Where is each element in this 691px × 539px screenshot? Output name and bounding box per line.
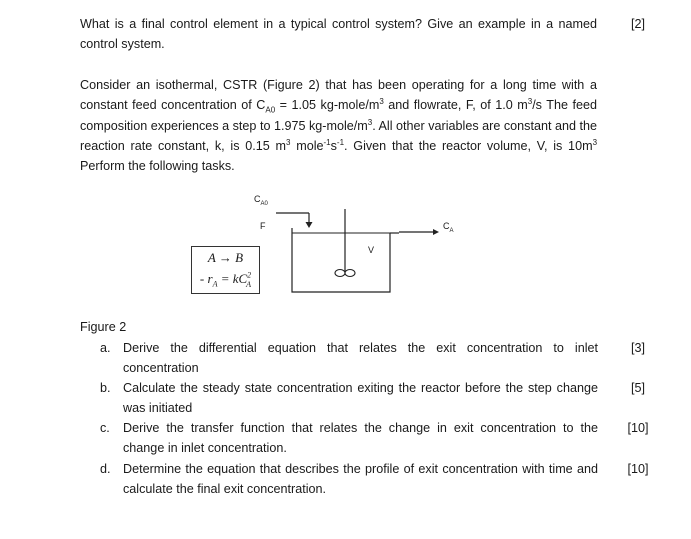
inlet-arrowhead: [306, 222, 313, 228]
task-label: b.: [100, 381, 111, 395]
impeller-left: [335, 270, 345, 277]
figure-caption: Figure 2: [80, 320, 127, 334]
task-item: [100, 418, 598, 459]
task-item: [100, 459, 598, 500]
reactor-tank: [292, 228, 390, 292]
task-item: [100, 338, 598, 379]
task-text: Calculate the steady state concentration exiting the reactor before the step change was initiated: [123, 381, 598, 416]
volume-label: V: [368, 245, 375, 255]
task-item: [100, 378, 598, 419]
flow-label: F: [260, 221, 266, 231]
task-label: a.: [100, 341, 111, 355]
rate-equation: - $r_A = kC^2_A$: [199, 270, 252, 289]
reaction-box: [191, 246, 260, 294]
task-text: Determine the equation that describes the profile of exit concentration with time and calculate the final exit concentration.: [123, 462, 598, 497]
outlet-concentration-label: $C_A$: [443, 221, 454, 234]
task-text: Derive the differential equation that relates the exit concentration to inlet concentration: [123, 341, 598, 376]
reaction-equation: A → B: [207, 250, 244, 265]
task-marks: [10]: [627, 462, 649, 476]
impeller-right: [345, 270, 355, 277]
question-text: What is a final control element in a typical control system? Give an example in a named control system.: [80, 17, 597, 52]
outlet-arrowhead: [433, 229, 439, 235]
intro-paragraph: Consider an isothermal, CSTR (Figure 2) that has been operating for a long time with a constant feed concentration of $C_{A0} = 1.05$ $kg-mole/m^3$ and flowrate, F, of 1.0 $m^3/s$ The feed composition experiences a step to 1.975 $kg-mole/m^3$. All other variables are constant and the reaction rate constant, k, is 0.15 $m^3$ $mole^{-1}s^{-1}$. Given that the reactor volume, V, is $10m^3$ Perform the following tasks.: [80, 78, 598, 174]
task-label: d.: [100, 462, 111, 476]
task-marks: [3]: [630, 341, 645, 355]
task-text: Derive the transfer function that relates the change in exit concentration to the change in inlet concentration.: [123, 421, 598, 456]
task-label: c.: [100, 421, 110, 435]
inlet-concentration-label: $C_{A0}$: [254, 194, 268, 207]
task-marks: [5]: [630, 381, 645, 395]
task-marks: [10]: [627, 421, 649, 435]
question-marks: [2]: [630, 17, 645, 31]
